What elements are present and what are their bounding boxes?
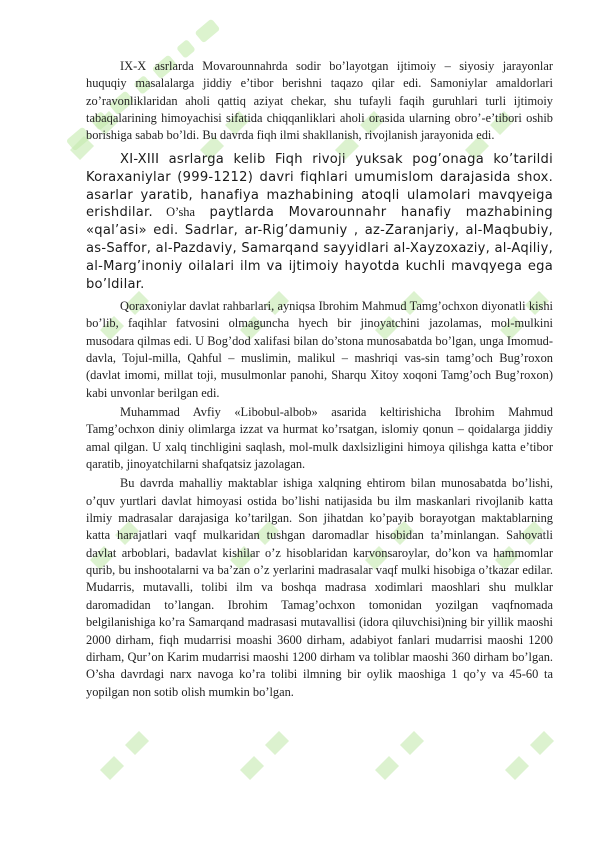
paragraph-2-part-1: XI-XIII asrlarga kelib Fiqh rivoji yuksak pog’onaga ko’tarildi Koraxaniylar (999-1212) davri fiqhlari umumislom darajasida shox. asarlar yaratib, hanafiya mazhabining atoqli ulamolari mavqyeiga erishdilar. <box>86 151 553 221</box>
paragraph-3: Qoraxoniylar davlat rahbarlari, ayniqsa Ibrohim Mahmud Tamg’ochxon diyonatli kishi bo’lib, faqihlar fatvosini olmaguncha hyech bir jinoyatchini jazolamas, mol-mulkini musodara qilmas edi. U Bog’dod xalifasi bilan do’stona munosabatda bo’lgan, unga Imomud-davla, Tojul-milla, Qahful – muslimin, malikul – mashriqi vas-sin tamg’och Bug’roxon (davlat imomi, millat toji, musulmonlar panohi, Sharqu Xitoy xoqoni Tamg’och Bug’roxon) kabi unvonlar berilgan edi. <box>86 298 553 400</box>
paragraph-1: IX-X asrlarda Movarounnahrda sodir bo’layotgan ijtimoiy – siyosiy jarayonlar huquqiy masalalarga jiddiy e’tibor berishni taqazo qilar edi. Samoniylar amaldorlari zo’ravonliklaridan aholi qattiq aziyat chekar, shu tufayli faqih guruhlari turli ijtimoiy tabaqalarining himoyachisi sifatida chiqqanliklari aholi orasida ularning obro’-e’tibori oshib borishiga sabab bo’ldi. Bu davrda fiqh ilmi shakllanish, rivojlanish jarayonida edi. <box>86 59 553 143</box>
paragraph-2-part-2: paytlarda Movarounnahr hanafiy mazhabining «qal’asi» edi. Sadrlar, ar-Rig’damuniy , az-Zaranjariy, al-Maqbubiy, as-Saffor, al-Pazdaviy, Samarqand sayyidlari al-Xayzoxaziy, al-Aqiliy, al-Marg’inoniy oilalari ilm va ijtimoiy hayotda kuchli mavqyega ega bo’ldilar. <box>86 205 553 293</box>
paragraph-5: Bu davrda mahalliy maktablar ishiga xalqning ehtirom bilan munosabatda bo’lishi, o’quv yurtlari davlat himoyasi ostida bo’lishi natijasida bu ilm maskanlari rivojlanib katta ilmiy madrasalar darajasiga ko’tarilgan. Son jihatdan ko’payib borayotgan maktablarning katta harajatlari vaqf mulkaridan tushgan daromadlar hisobidan ta’minlangan. Sahovatli davlat arboblari, badavlat kishilar o’z hisoblaridan karvonsaroylar, do’kon va hammomlar qurib, bu inshootalarni va ba’zan o’z yerlarini madrasalar vaqf mulki hisobiga o’tkazar edilar. Mudarris, mutavalli, tolibi ilm va boshqa madrasa xodimlari maoshlari shu mulklar daromadidan to’langan. Ibrohim Tamag’ochxon tomonidan yozilgan vaqfnomada belgilanishiga ko’ra Samarqand madrasasi mutavallisi (idora qiluvchisi)ning bir yillik maoshi 2000 dirham, fiqh mudarrisi moashi 3600 dirham, adabiyot fanlari mudarrisi maoshi 1200 dirham, Qur’on Karim mudarrisi maoshi 1200 dirham va toliblar maoshi 360 dirham bo’lgan. O’sha davrdagi narx navoga ko’ra tolibi ilmning bir oylik maoshiga 1 qo’y va 45-60 ta yopilgan non sotib olish mumkin bo’lgan. <box>86 476 553 699</box>
paragraph-2 <box>86 151 553 294</box>
document-page <box>86 58 553 701</box>
paragraph-4: Muhammad Avfiy «Libobul-albob» asarida keltirishicha Ibrohim Mahmud Tamg’ochxon diniy olimlarga izzat va hurmat ko’rsatgan, islomiy qonun – qoidalarga jiddiy amal qilgan. U xalq tinchligini saqlash, mol-mulk daxlsizligini himoya qilishga katta e’tibor qaratib, jinoyatchilarni shafqatsiz jazolagan. <box>86 405 553 472</box>
paragraph-2-inline: O’sha <box>152 205 195 220</box>
